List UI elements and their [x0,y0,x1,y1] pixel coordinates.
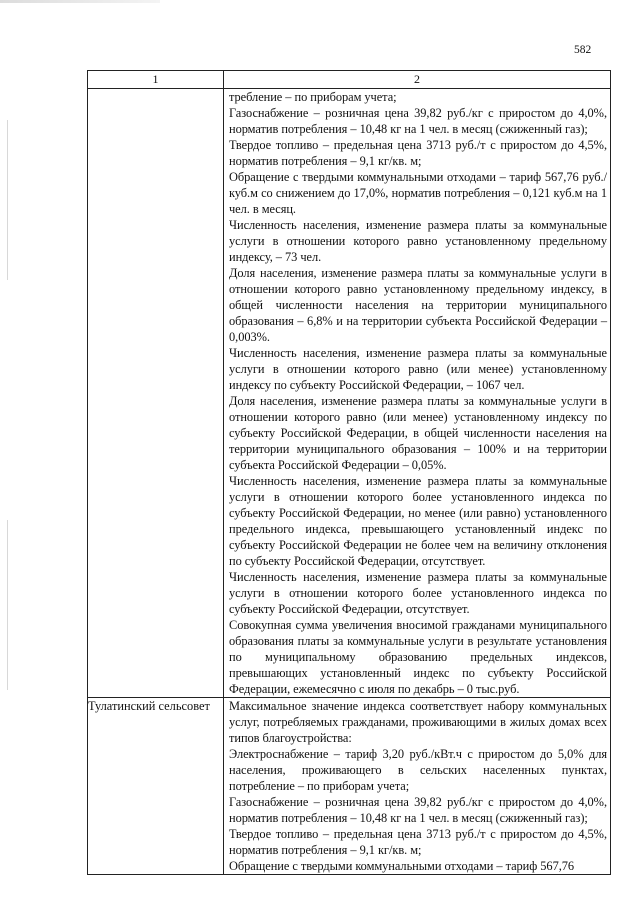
page-number: 582 [574,44,592,56]
paragraph: Совокупная сумма увеличения вносимой гражданами муниципального образования платы за коммунальные услуги в результате установления по муниципальному образованию предельных индексов, превышающих установленный индекс по субъекту Российской Федерации, ежемесячно с июля по декабрь – 0 тыс.руб. [229,618,607,696]
paragraph: Электроснабжение – тариф 3,20 руб./кВт.ч с приростом до 5,0% для населения, проживающего в сельских населенных пунктах, потребление – по приборам учета; [229,747,607,793]
paragraph: Обращение с твердыми коммунальными отходами – тариф 567,76 [229,859,575,873]
paragraph: Доля населения, изменение размера платы за коммунальные услуги в отношении которого равно (или менее) установленному индексу по субъекту Российской Федерации, в общей численности населения на территории муниципального образования – 100% и на территории субъекта Российской Федерации – 0,05%. [229,394,607,472]
description-cell [224,698,611,875]
scan-edge [0,0,160,3]
paragraph: Численность населения, изменение размера платы за коммунальные услуги в отношении которого равно (или менее) установленному индексу по субъекту Российской Федерации, – 1067 чел. [229,346,607,392]
paragraph: Твердое топливо – предельная цена 3713 руб./т с приростом до 4,5%, норматив потребления – 9,1 кг/кв. м; [229,827,607,857]
scan-margin-mark [7,520,8,690]
paragraph: Доля населения, изменение размера платы за коммунальные услуги в отношении которого равно установленному предельному индексу, в общей численности населения на территории муниципального образования – 6,8% и на территории субъекта Российской Федерации – 0,003%. [229,266,607,344]
paragraph: Численность населения, изменение размера платы за коммунальные услуги в отношении которого равно установленному предельному индексу, – 73 чел. [229,218,607,264]
document-table [87,70,611,875]
paragraph: Газоснабжение – розничная цена 39,82 руб./кг с приростом до 4,0%, норматив потребления – 10,48 кг на 1 чел. в месяц (сжиженный газ); [229,106,607,136]
paragraph: Численность населения, изменение размера платы за коммунальные услуги в отношении которого более установленного индекса по субъекту Российской Федерации, но менее (или равно) установленного предельного индекса, превышающего установленный индекс по субъекту Российской Федерации не более чем на величину отклонения по субъекту Российской Федерации, отсутствует. [229,474,607,568]
paragraph: Газоснабжение – розничная цена 39,82 руб./кг с приростом до 4,0%, норматив потребления – 10,48 кг на 1 чел. в месяц (сжиженный газ); [229,795,607,825]
paragraph: Твердое топливо – предельная цена 3713 руб./т с приростом до 4,5%, норматив потребления – 9,1 кг/кв. м; [229,138,607,168]
table-row [88,89,611,698]
paragraph: Обращение с твердыми коммунальными отходами – тариф 567,76 руб./куб.м со снижением до 17,0%, норматив потребления – 0,121 куб.м на 1 чел. в месяц. [229,170,607,216]
column-header-2: 2 [224,71,611,89]
paragraph: требление – по приборам учета; [229,90,397,104]
description-cell [224,89,611,698]
municipality-cell: Тулатинский сельсовет [88,698,224,875]
paragraph: Максимальное значение индекса соответствует набору коммунальных услуг, потребляемых гражданами, проживающими в жилых домах всех типов благоустройства: [229,699,607,745]
municipality-cell [88,89,224,698]
table-header-row [88,71,611,89]
paragraph: Численность населения, изменение размера платы за коммунальные услуги в отношении которого более установленного индекса по субъекту Российской Федерации, отсутствует. [229,570,607,616]
table-row [88,698,611,875]
column-header-1: 1 [88,71,224,89]
scan-margin-mark [7,120,8,280]
